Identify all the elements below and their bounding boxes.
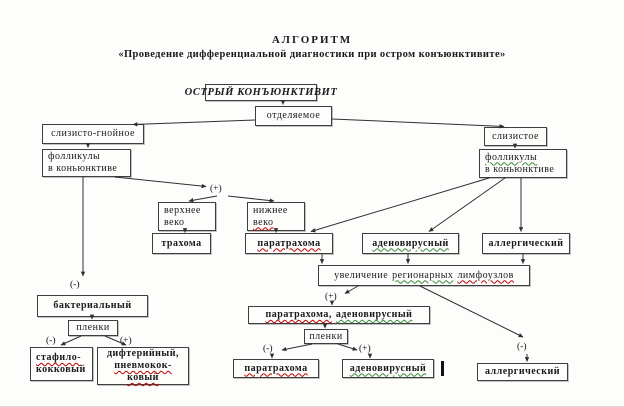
text-cursor-mark bbox=[441, 361, 444, 376]
node-mucous-label: слизистое bbox=[492, 130, 539, 142]
node-diphtheric-line2: пневмокок- bbox=[114, 360, 172, 371]
node-films-right bbox=[304, 329, 348, 344]
node-bacterial-label: бактериальный bbox=[53, 300, 132, 311]
node-upper-eyelid-line2: веко bbox=[164, 216, 185, 228]
node-films-right-label: пленки bbox=[309, 330, 343, 342]
node-paratrachoma-adenoviral bbox=[248, 306, 430, 324]
node-allergic-final-label: аллергический bbox=[484, 366, 561, 377]
node-paratrachoma-final-label: паратрахома bbox=[244, 362, 308, 374]
label-plus-middle: (+) bbox=[325, 292, 337, 302]
diagram-title-block bbox=[0, 34, 624, 61]
node-staphylococcal bbox=[30, 347, 93, 381]
node-discharge-label: отделяемое bbox=[266, 110, 321, 121]
node-mucopurulent-label: слизисто-гнойное bbox=[51, 128, 135, 139]
node-follicles-conjunctiva-left bbox=[42, 149, 131, 177]
label-plus-films-left: (+) bbox=[120, 336, 132, 346]
node-lymph-word1: увеличение bbox=[334, 269, 389, 281]
node-trachoma-label: трахома bbox=[161, 237, 202, 249]
node-bacterial bbox=[37, 295, 148, 317]
label-minus-films-right: (-) bbox=[263, 344, 273, 354]
node-enlarged-lymph-nodes bbox=[318, 265, 530, 286]
node-diphtheric-line1: дифтерийный, bbox=[106, 348, 179, 359]
node-adenoviral-label: аденовирусный bbox=[372, 237, 449, 249]
node-follicles-right-line1: фолликулы bbox=[485, 151, 538, 163]
node-lymph-word3: лимфоузлов bbox=[457, 269, 514, 281]
node-paratrachoma-final bbox=[233, 359, 319, 378]
label-plus-top: (+) bbox=[210, 184, 222, 194]
node-mucous bbox=[484, 127, 547, 146]
node-diphtheric-pneumococcal bbox=[97, 347, 189, 385]
node-paratrachoma-label: паратрахома bbox=[257, 237, 321, 249]
node-paratrachoma bbox=[245, 233, 333, 254]
node-allergic-final bbox=[477, 363, 568, 381]
node-lower-eyelid-line1: нижнее bbox=[253, 204, 288, 216]
node-allergic bbox=[482, 233, 570, 254]
label-minus-left: (-) bbox=[70, 280, 80, 290]
node-lower-eyelid-line2: веко bbox=[253, 216, 274, 228]
node-films-left bbox=[68, 320, 118, 336]
node-films-left-label: пленки bbox=[76, 322, 110, 333]
label-minus-right: (-) bbox=[517, 342, 527, 352]
diagram-subtitle: «Проведение дифференциальной диагностики при остром конъюнктивите» bbox=[118, 49, 506, 60]
node-mucopurulent bbox=[42, 124, 144, 144]
diagram-title: АЛГОРИТМ bbox=[271, 34, 353, 46]
node-lower-eyelid bbox=[247, 202, 305, 231]
node-follicles-left-line1: фолликулы bbox=[48, 151, 101, 162]
node-upper-eyelid-line1: верхнее bbox=[164, 204, 201, 216]
node-acute-conjunctivitis-label: ОСТРЫЙ КОНЪЮНКТИВИТ bbox=[184, 86, 338, 98]
node-adenoviral-final bbox=[342, 359, 434, 378]
node-follicles-right-line2: в коньюнктиве bbox=[485, 163, 555, 175]
node-upper-eyelid bbox=[158, 202, 216, 231]
node-trachoma bbox=[152, 233, 211, 254]
node-staph-line2: кокковый bbox=[36, 364, 86, 375]
node-para-adeno-word1: паратрахома, bbox=[265, 309, 332, 320]
node-follicles-left-line2: в коньюнктиве bbox=[48, 163, 118, 174]
node-allergic-label: аллергический bbox=[488, 237, 564, 249]
node-para-adeno-word2: аденовирусный bbox=[335, 309, 413, 320]
node-adenoviral-final-label: аденовирусный bbox=[349, 362, 427, 374]
node-lymph-word2: регионарных bbox=[392, 269, 454, 281]
node-staph-line1: стафило- bbox=[36, 352, 82, 363]
node-acute-conjunctivitis bbox=[184, 84, 338, 101]
node-diphtheric-line3: ковый bbox=[127, 372, 159, 383]
node-follicles-conjunctiva-right bbox=[479, 149, 567, 178]
node-adenoviral bbox=[362, 233, 459, 254]
label-minus-films-left: (-) bbox=[46, 336, 56, 346]
node-discharge bbox=[255, 106, 332, 126]
label-plus-films-right: (+) bbox=[359, 344, 371, 354]
